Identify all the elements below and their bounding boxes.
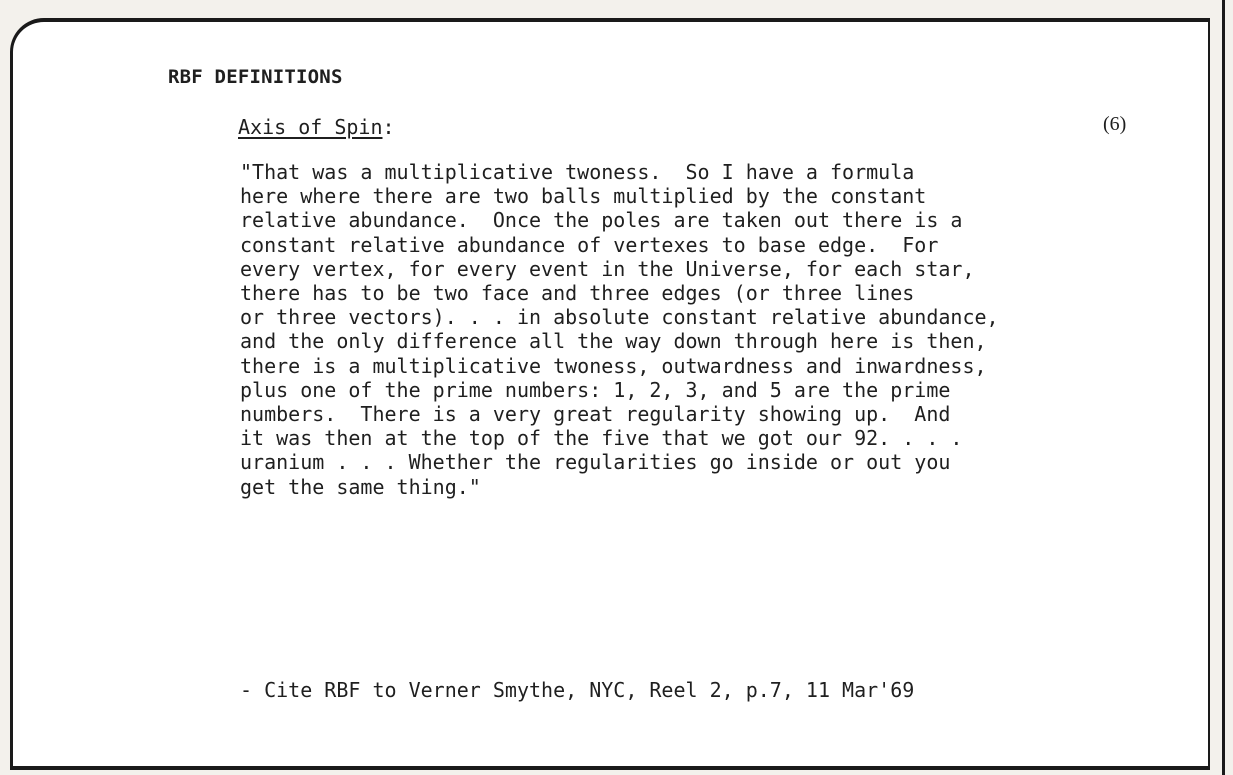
quote-line: there has to be two face and three edges (or three lines bbox=[240, 281, 915, 306]
term-colon: : bbox=[382, 115, 395, 139]
page-edge-divider bbox=[1222, 0, 1225, 775]
citation: - Cite RBF to Verner Smythe, NYC, Reel 2, p.7, 11 Mar'69 bbox=[240, 678, 915, 702]
quote-line: here where there are two balls multiplied by the constant bbox=[240, 184, 927, 209]
quote-line: every vertex, for every event in the Universe, for each star, bbox=[240, 256, 975, 281]
term-label: Axis of Spin bbox=[238, 115, 383, 139]
quote-line: there is a multiplicative twoness, outwardness and inwardness, bbox=[240, 353, 987, 378]
quote-line: get the same thing." bbox=[240, 474, 481, 499]
quote-line: or three vectors). . . in absolute constant relative abundance, bbox=[240, 305, 999, 330]
quote-line: uranium . . . Whether the regularities go inside or out you bbox=[240, 450, 951, 475]
definition-quote bbox=[240, 160, 999, 499]
definition-term bbox=[238, 115, 395, 139]
quote-line: plus one of the prime numbers: 1, 2, 3, and 5 are the prime bbox=[240, 377, 951, 402]
quote-line: numbers. There is a very great regularity showing up. And bbox=[240, 402, 951, 427]
page-number: (6) bbox=[1103, 113, 1127, 135]
quote-line: it was then at the top of the five that we got our 92. . . . bbox=[240, 426, 963, 451]
quote-line: constant relative abundance of vertexes to base edge. For bbox=[240, 232, 939, 257]
document-header: RBF DEFINITIONS bbox=[168, 66, 343, 88]
quote-line: and the only difference all the way down through here is then, bbox=[240, 329, 987, 354]
quote-line: "That was a multiplicative twoness. So I have a formula bbox=[240, 160, 915, 184]
quote-line: relative abundance. Once the poles are taken out there is a bbox=[240, 208, 963, 233]
